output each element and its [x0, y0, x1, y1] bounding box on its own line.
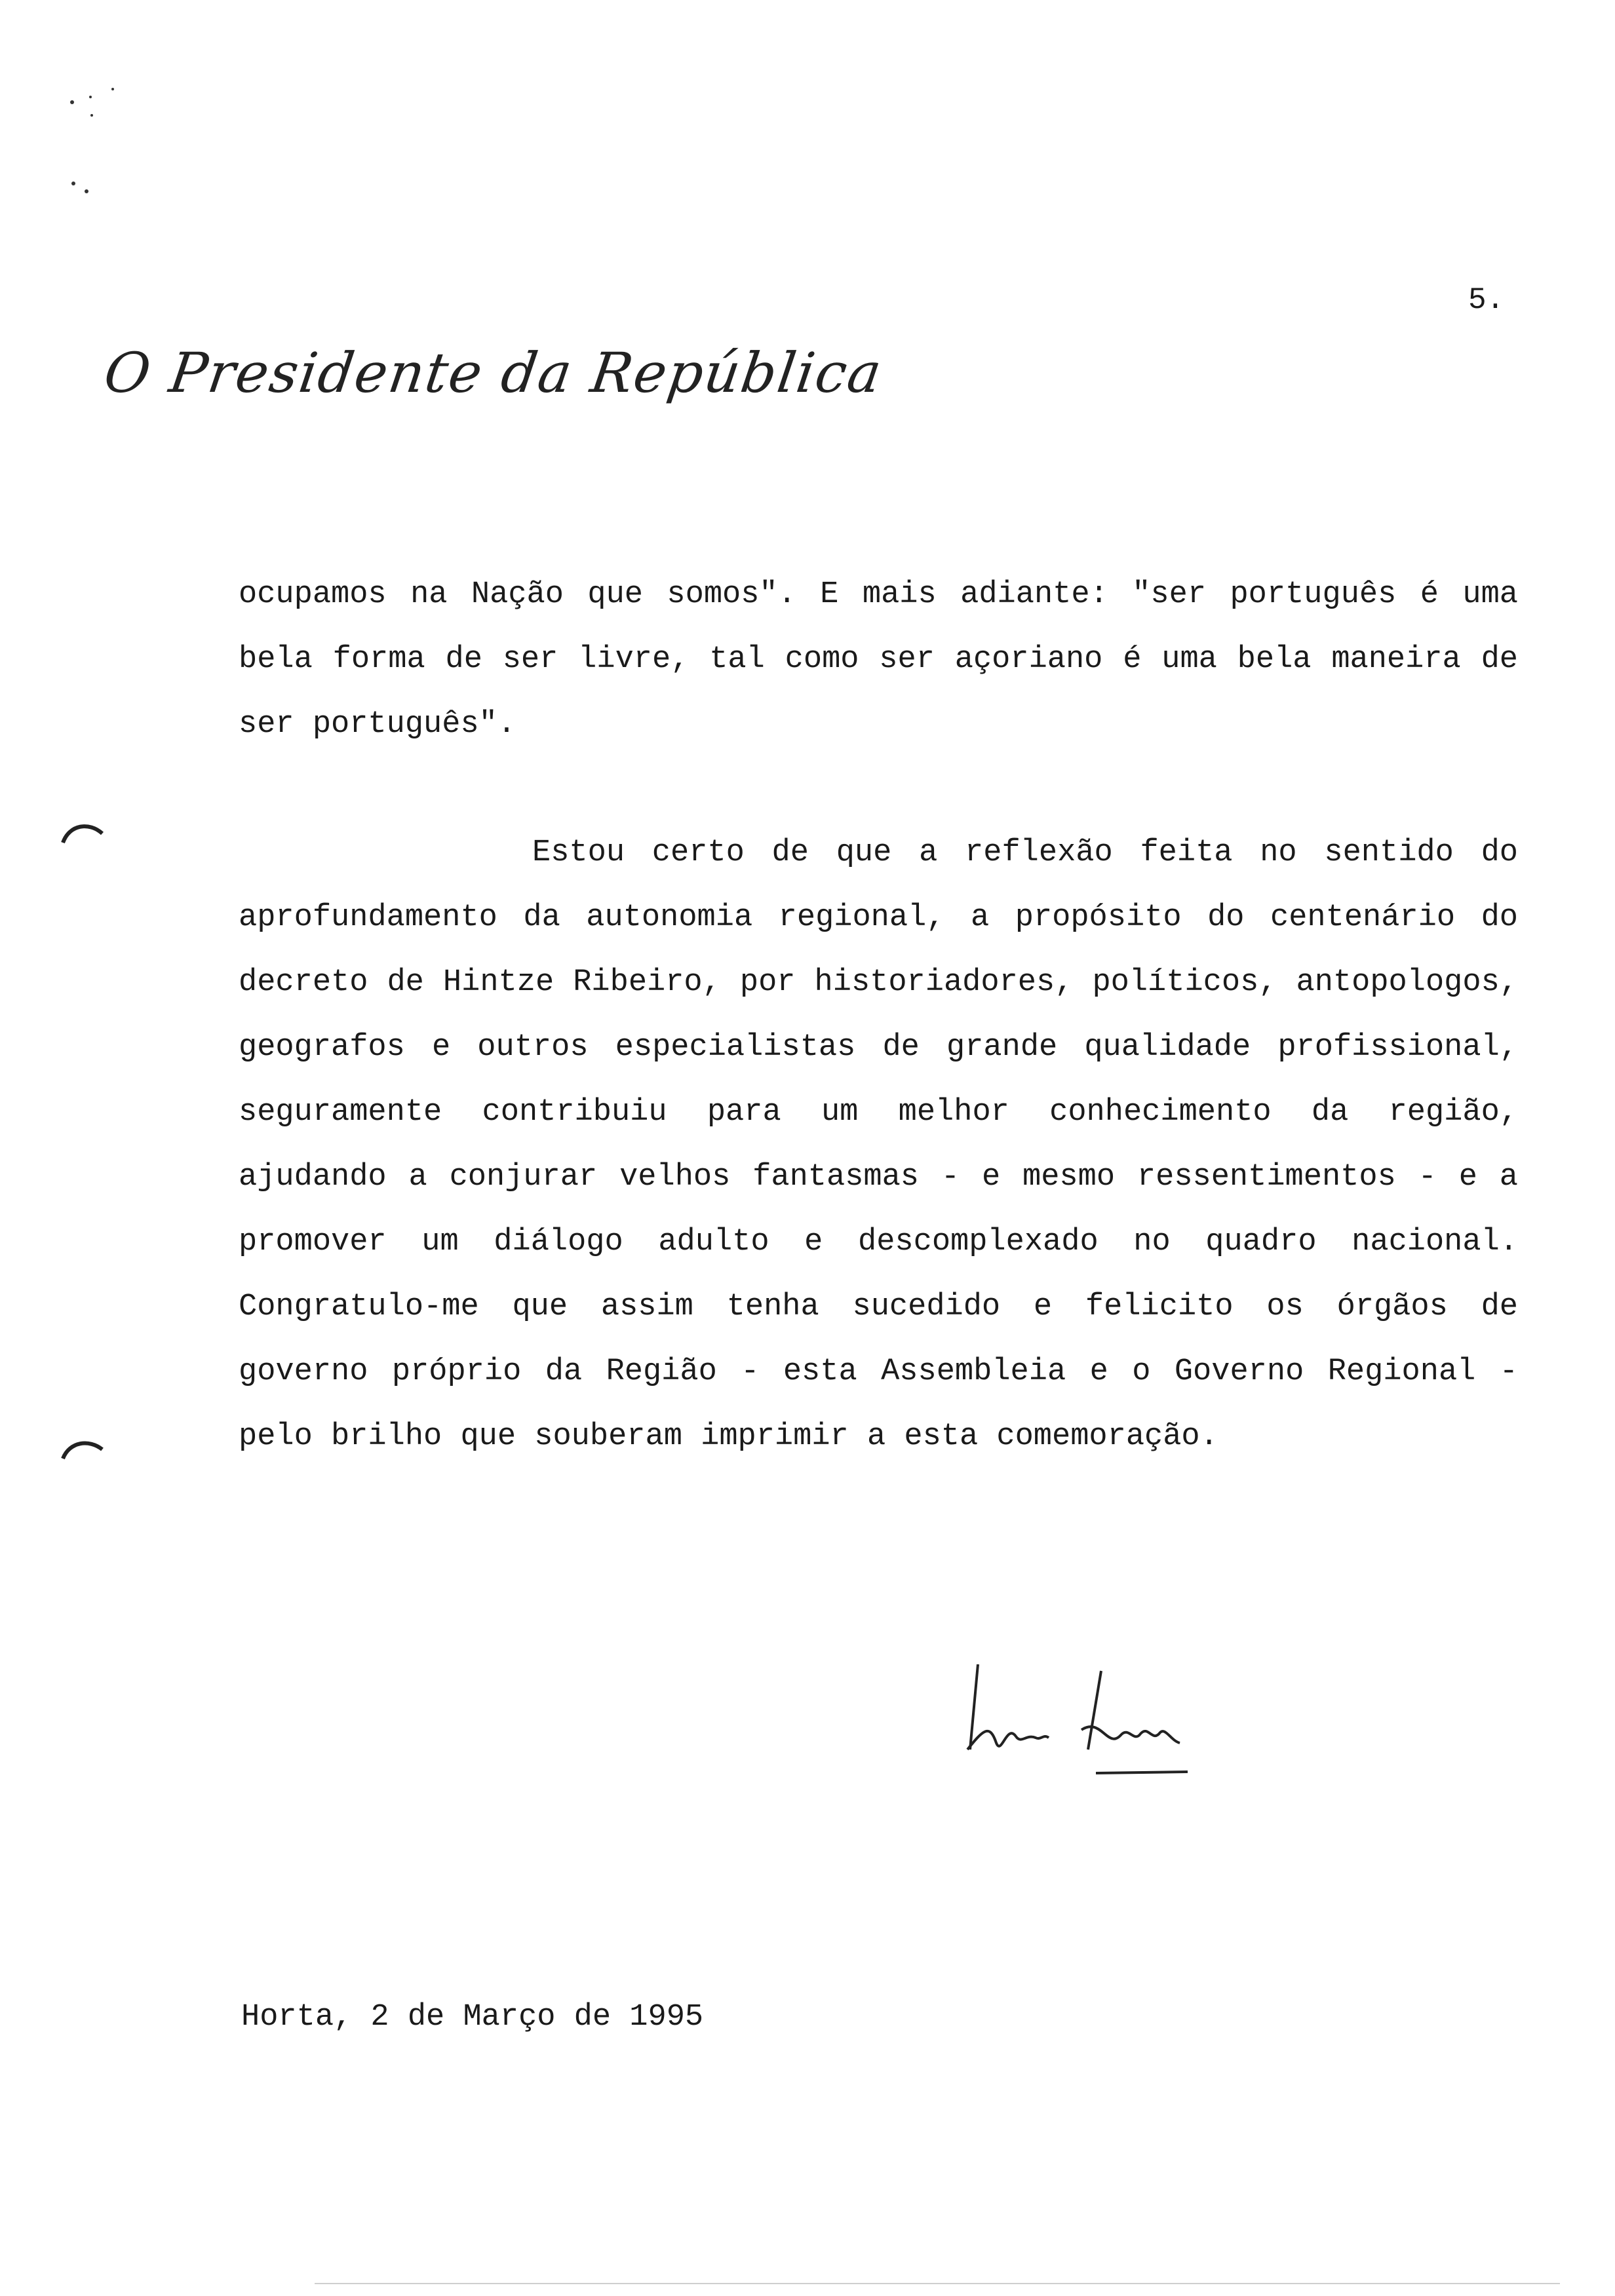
page-number: 5.: [1468, 283, 1505, 317]
scan-edge-line: [315, 2283, 1560, 2284]
punch-hole-mark: [60, 1435, 106, 1461]
place-and-date: Horta, 2 de Março de 1995: [241, 2000, 704, 2035]
paragraph-2: Estou certo de que a reflexão feita no sentido do aprofundamento da autonomia regional, a propósito do centenário do decreto de Hintze Ribeiro, por historiadores, políticos, antopologos, geografos e outros especialistas de grande qualidade profissional, seguramente contribuiu para um melhor conhecimento da região, ajudando a conjurar velhos fantasmas - e mesmo ressentimentos - e a promover um diálogo adulto e descomplexado no quadro nacional. Congratulo-me que assim tenha sucedido e felicito os órgãos de governo próprio da Região - esta Assembleia e o Governo Regional - pelo brilho que souberam imprimir a esta comemoração.: [239, 835, 1518, 1454]
punch-hole-mark: [60, 819, 106, 845]
scan-specks: [66, 79, 125, 210]
letterhead-title: O Presidente da República: [100, 341, 887, 405]
paragraph-1: ocupamos na Nação que somos". E mais adiante: "ser português é uma bela forma de ser livre, tal como ser açoriano é uma bela maneira de ser português".: [239, 577, 1518, 742]
handwritten-signature: [944, 1651, 1219, 1782]
